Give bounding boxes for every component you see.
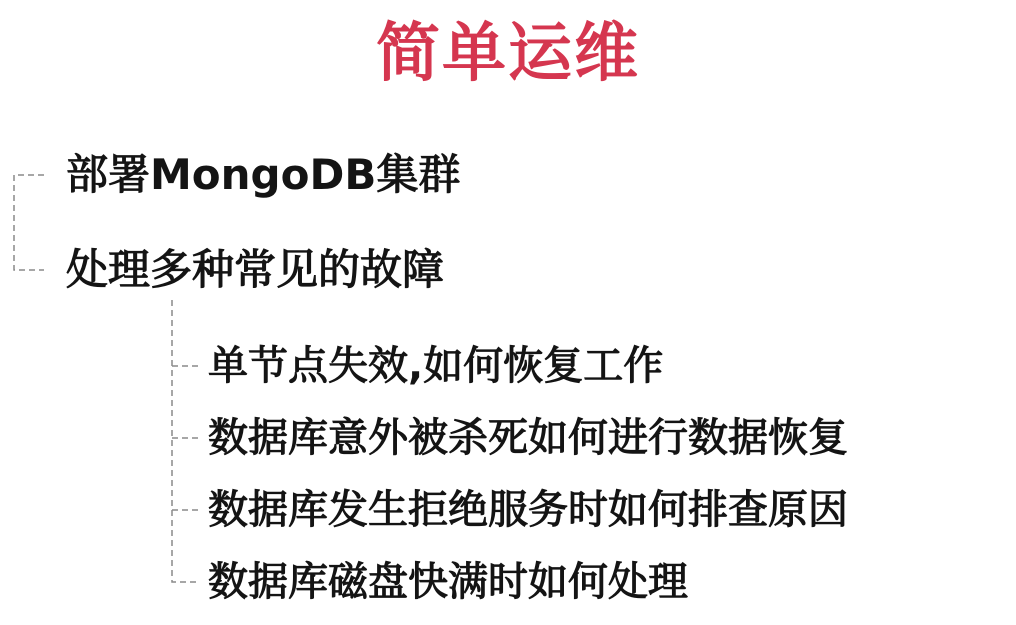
slide-title: 简单运维 <box>376 17 640 91</box>
list-item-handle-failures: 处理多种常见的故障 <box>66 245 445 294</box>
list-item-deploy-cluster: 部署MongoDB集群 <box>66 150 461 199</box>
connector-top-level <box>14 175 44 270</box>
sub-item-data-recovery: 数据库意外被杀死如何进行数据恢复 <box>208 415 848 461</box>
sub-item-disk-full: 数据库磁盘快满时如何处理 <box>208 559 688 605</box>
sub-item-denial-of-service: 数据库发生拒绝服务时如何排查原因 <box>208 487 848 533</box>
connector-sub-level <box>172 300 198 582</box>
sub-item-node-failure: 单节点失效,如何恢复工作 <box>208 343 664 389</box>
